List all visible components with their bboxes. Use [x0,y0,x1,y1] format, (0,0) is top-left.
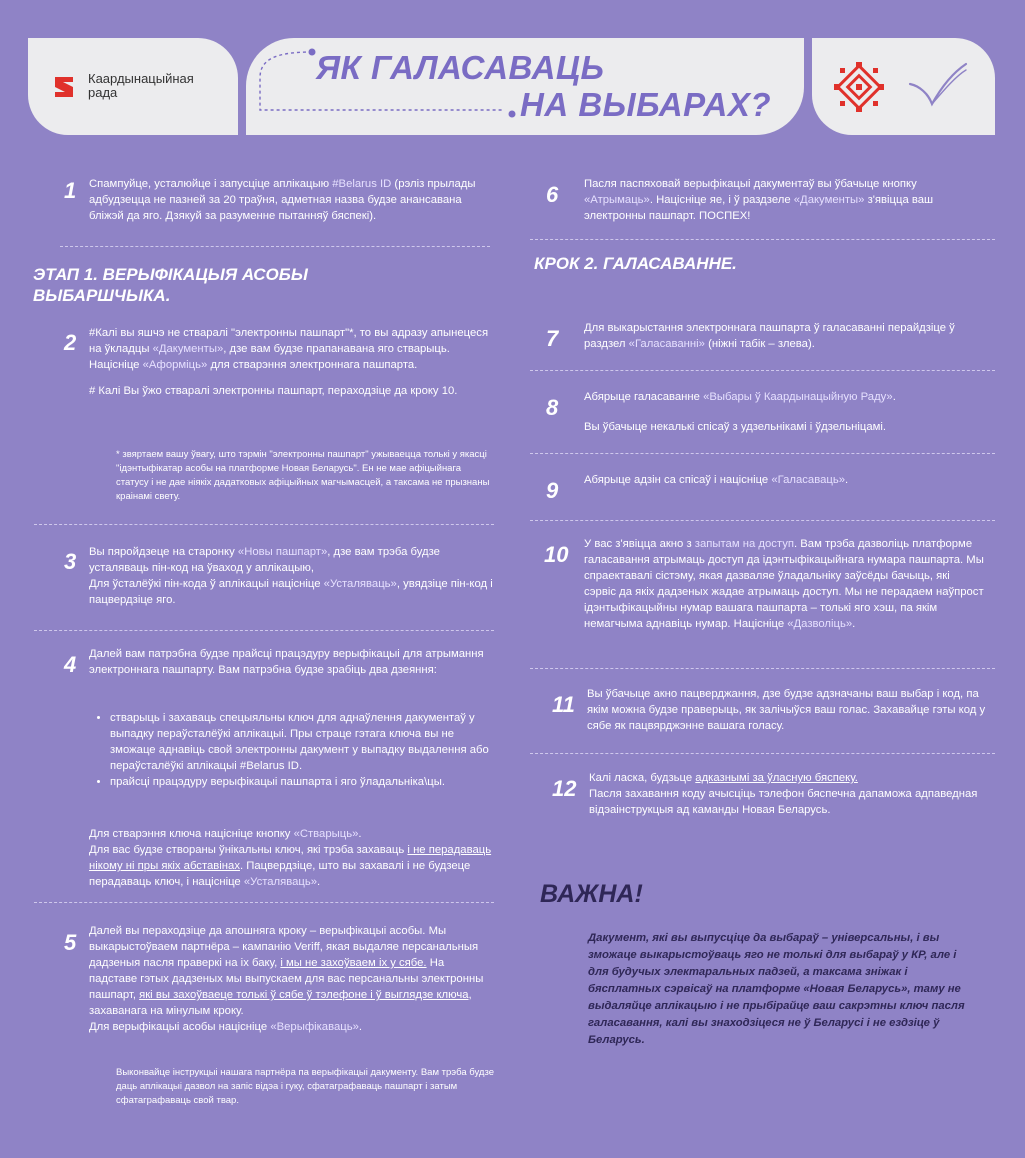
step-8-a: Абярыце галасаванне [584,391,704,403]
install-button-ref-2: «Усталяваць» [243,876,318,888]
stage-1-heading: ЭТАП 1. ВЕРЫФІКАЦЫЯ АСОБЫ ВЫБАРШЧЫКА. [33,265,308,305]
step-2-p2a: Націсніце [89,359,143,371]
step-10-e: . [852,618,856,630]
step-5-e: , захаванага на мінулым кроку. [89,989,472,1017]
step-12-c: Пасля захавання коду ачысціць тэлефон бяспечна дапаможа адпаведная відэаінструкцыя ад каманды Новая Беларусь. [589,788,978,816]
step-6-text [584,176,969,224]
step-8-d: Вы ўбачыце некалькі спісаў з удзельнікамі і ўдзельніцамі. [584,421,887,433]
logo-icon [52,75,76,99]
step-3-text [89,544,499,608]
step-9-a: Абярыце адзін са спісаў і націсніце [584,474,772,486]
step-5-a: Далей вы пераходзіце да апошняга кроку – верыфікацыі асобы. Мы выкарыстоўваем партнёра – кампанію Veriff, якая выдаляе персанальныя дадзеныя пасля праверкі на іх баку, [89,925,479,969]
vote-button-ref: «Галасаваць» [771,474,846,486]
logo-line-2: рада [88,85,118,100]
step-7-number: 7 [546,326,559,351]
divider [530,453,995,454]
ornament-icon [832,60,886,114]
voting-section-ref: «Галасаванні» [628,338,705,350]
stage-2-heading: КРОК 2. ГАЛАСАВАННЕ. [534,254,737,273]
step-6-number: 6 [546,182,559,207]
step-12-text [589,770,989,818]
step-5-text [89,923,494,1035]
step-4-bullet-2: • прайсці працэдуру верыфікацыі пашпарта і яго ўладальніка\цы. [110,774,496,790]
step-11-text: Вы ўбачыце акно пацверджання, дзе будзе адзначаны ваш выбар і код, па якім можна будзе праверыць, як залічыўся ваш голас. Захавайце гэты код у сябе як пацвярджэнне вашага голасу. [587,688,986,732]
step-2-p3: # Калі Вы ўжо стваралі электронны пашпарт, пераходзіце да кроку 10. [89,385,458,397]
step-12-number: 12 [552,776,577,801]
step-8-number: 8 [546,395,559,420]
step-4-k1c: . [358,828,362,840]
step-11-number: 11 [552,692,575,717]
step-4-k2a: Для вас будзе створаны ўнікальны ключ, які трэба захаваць [89,844,408,856]
election-name-ref: «Выбары ў Каардынацыйную Раду» [703,391,893,403]
divider [530,753,995,754]
step-4-k2c: . Пацвердзіце, што вы захавалі і не будзеце перадаваць ключ, і націсніце [89,860,471,888]
do-not-share-warning: і не перадаваць нікому ні пры якіх абставінах [89,844,492,872]
important-text: Дакумент, які вы выпусціце да выбараў – універсальны, і вы зможаце выкарыстоўваць яго не толькі для выбараў у КР, але і для будучых электаральных падзей, а таксама зніжак і бясплатных сэрвісаў на платформе «Новая Беларусь», таму не выдаляйце аплікацыю і не прыбірайце ваш сакрэтны ключ пасля галасавання, калі вы знаходзіцеся не ў Беларусі і не ездзіце ў Беларусь. [588,932,965,1046]
step-4-key-text [89,826,494,890]
step-4-number: 4 [64,652,77,677]
step-10-a: У вас з'явіцца акно з [584,538,695,550]
step-3-d: Для ўсталёўкі пін-кода ў аплікацыі націсніце [89,578,324,590]
step-4-intro: Далей вам патрэбна будзе прайсці працэдуру верыфікацыі для атрымання электроннага пашпарту. Вам патрэбна будзе зрабіць два дзеяння: [89,648,484,676]
step-7-c: (ніжні табік – злева). [704,338,815,350]
verify-button-ref: «Верыфікаваць» [270,1021,359,1033]
create-button-ref: «Стварыць» [293,828,359,840]
step-2-p1c: , дзе вам будзе прапанавана яго стварыць. [223,343,450,355]
step-2-text [89,325,494,399]
documents-section-ref: «Дакументы» [793,194,865,206]
logo-line-1: Каардынацыйная [88,71,194,86]
divider [34,630,494,631]
step-3-f: , увядзіце пін-код і пацвердзіце яго. [89,578,493,606]
step-5-d: які вы захоўваеце толькі ў сябе ў тэлефоне і ў выглядзе ключа [139,989,469,1001]
access-request-ref: запытам на доступ [694,538,794,550]
divider [60,246,490,247]
step-8-text [584,389,994,435]
divider [34,902,494,903]
step-5-h: . [358,1021,363,1033]
step-3-c: , дзе вам трэба будзе усталяваць пін-код на ўваход у аплікацыю, [89,546,440,574]
step-6-c: . Націсніце яе, і ў раздзеле [649,194,794,206]
issue-button-ref: «Аформіць» [142,359,208,371]
step-2-footnote: * звяртаем вашу ўвагу, што тэрмін "электронны пашпарт" ужываецца толькі у якасці "ідэнтыфікатар асобы на платформе Новая Беларусь". Ен не мае афіцыйнага статусу і не дае ніякіх дадатковых афіцыйных магчымасцей, а таксама не прызнаны краінамі свету. [116,449,490,502]
step-1-number: 1 [64,178,77,203]
step-4-bullets [96,710,496,790]
step-7-a: Для выкарыстання электроннага пашпарта ў галасаванні перайдзіце ў раздзел [584,322,955,350]
logo-text [88,72,194,100]
step-3-a: Вы пяройдзеце на старонку [89,546,238,558]
divider [34,524,494,525]
new-passport-page-ref: «Новы пашпарт» [237,546,328,558]
divider [530,668,995,669]
receive-button-ref: «Атрымаць» [584,194,650,206]
step-2-number: 2 [64,330,77,355]
step-10-c: . Вам трэба дазволіць платформе галасавання атрымаць доступ да ідэнтыфікацыйнага нумара пашпарта. Мы спраектавалі сістэму, якая дазваляе ўладальніку заўсёды бачыць, які сэрвіс да якіх дадзеных жадае атрымаць доступ. Мы не перадаем наўпрост ідэнтыфікацыйны нумар вашага пашпарта – толькі яго хэш, па якім немагчыма аднавіць нумар. Націсніце [584,538,984,630]
step-7-text [584,320,994,352]
step-5-note: Выконвайце інструкцыі нашага партнёра па верыфікацыі дакументу. Вам трэба будзе даць аплікацыі дазвол на запіс відэа і гуку, сфатаграфаваць пашпарт і затым сфатаграфаваць свой твар. [116,1067,494,1106]
step-2-p2c: для стварэння электроннага пашпарта. [207,359,418,371]
step-5-number: 5 [64,930,77,955]
step-12-a: Калі ласка, будзьце [589,772,696,784]
step-9-text [584,472,994,488]
step-4-k2e: . [317,876,321,888]
important-heading: ВАЖНА! [540,880,643,908]
step-10-number: 10 [544,542,569,567]
belarus-id-app-name: #Belarus ID [332,178,392,190]
step-5-f: Для верыфікацыі асобы націсніце [89,1021,271,1033]
step-9-number: 9 [546,478,559,503]
page-title-line-2: НА ВЫБАРАХ? [520,86,772,123]
divider [530,239,995,240]
page-title-line-1: ЯК ГАЛАСАВАЦЬ [316,49,605,86]
checkmark-icon [906,60,970,110]
step-5-c: На падставе гэтых дадзеных мы выпускаем для вас персанальны электронны пашпарт, [89,957,484,1001]
step-1-text [89,176,484,224]
step-6-a: Пасля паспяховай верыфікацыі дакументаў вы ўбачыце кнопку [584,178,917,190]
step-1-text-a: Спампуйце, усталюйце і запусціце аплікацыю [89,178,333,190]
allow-button-ref: «Дазволіць» [787,618,853,630]
step-6-e: з'явіцца ваш электронны пашпарт. ПОСПЕХ! [584,194,934,222]
step-2-p1a: #Калі вы яшчэ не стваралі "электронны пашпарт"*, то вы адразу апынецеся на ўкладцы [89,327,489,355]
divider [530,370,995,371]
install-button-ref: «Усталяваць» [323,578,397,590]
divider [530,520,995,521]
step-5-b: і мы не захоўваем іх у сябе. [280,957,427,969]
step-8-c: . [892,391,896,403]
step-3-number: 3 [64,549,77,574]
step-9-c: . [845,474,849,486]
step-10-text [584,536,984,632]
step-1-text-c: (рэліз прылады адбудзецца не пазней за 20 траўня, адметная назва будзе анансавана бліжэй да яго. Дзякуй за разуменне пытанняў бяспекі). [89,178,476,222]
security-responsibility-note: адказнымі за ўласную бяспеку. [695,772,858,784]
documents-tab-ref: «Дакументы» [152,343,224,355]
step-4-bullet-1: • стварыць і захаваць спецыяльны ключ для аднаўлення дакументаў у выпадку пераўсталёўкі аплікацыі. Пры страце гэтага ключа вы не зможаце аднавіць свой электронны дакумент у выпадку выдалення або пераўсталёўкі аплікацыі #Belarus ID. [110,710,496,774]
step-4-k1a: Для стварэння ключа націсніце кнопку [89,828,294,840]
